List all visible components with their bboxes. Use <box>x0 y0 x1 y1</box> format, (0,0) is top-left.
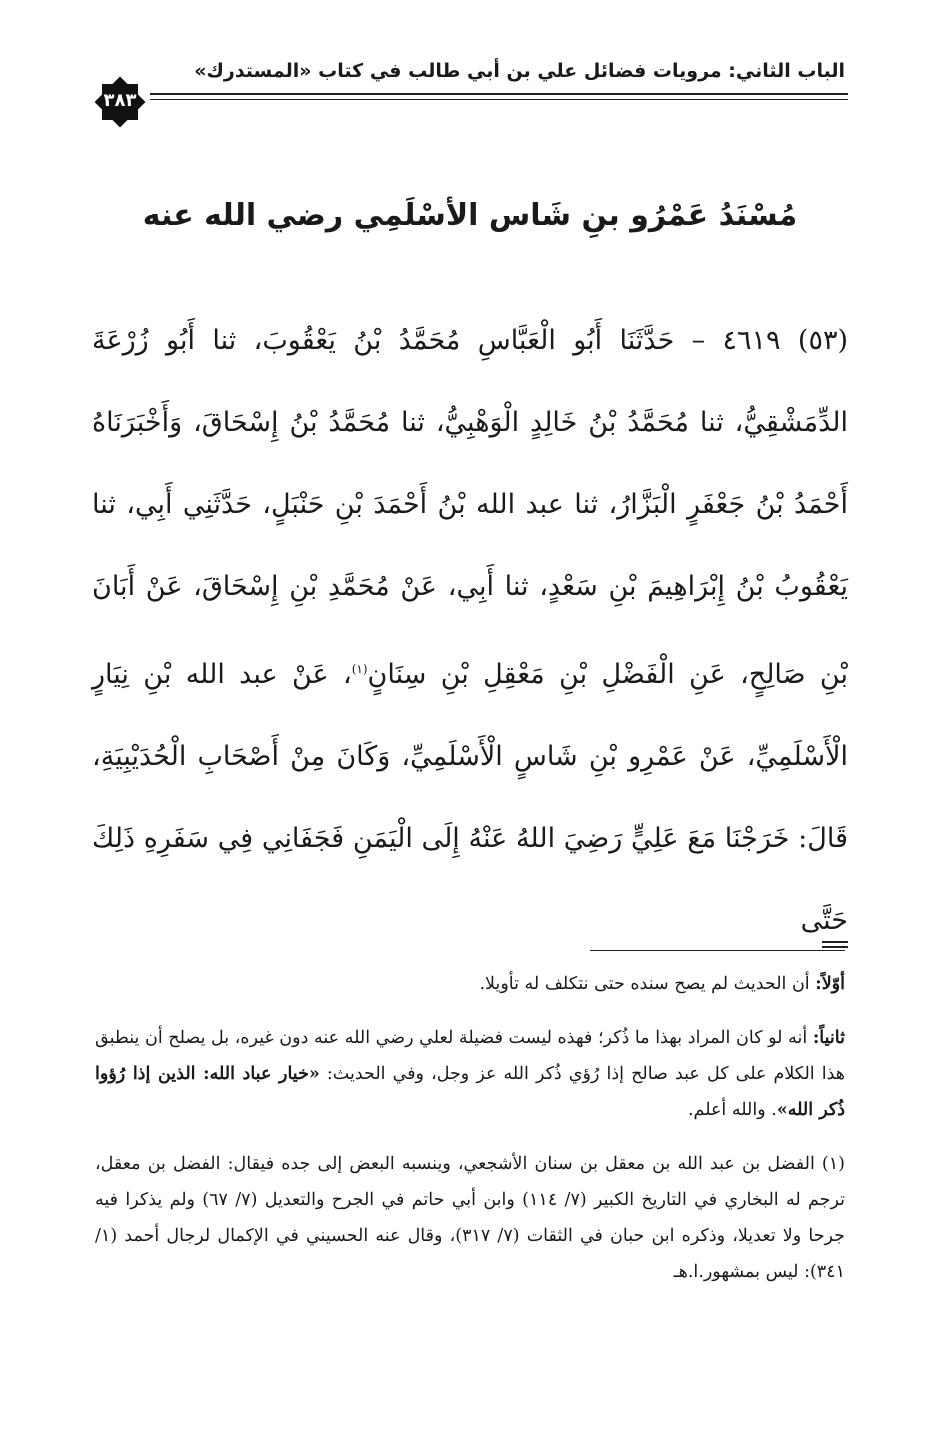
footnote-reference: (١) <box>351 662 368 676</box>
footnotes <box>95 966 845 1308</box>
footnote-text-first: أن الحديث لم يصح سنده حتى نتكلف له تأويلا. <box>479 974 816 994</box>
hadith-text-part-1: (٥٣) ٤٦١٩ – حَدَّثَنَا أَبُو الْعَبَّاسِ مُحَمَّدُ بْنُ يَعْقُوبَ، ثنا أَبُو زُرْعَةَ الدِّمَشْقِيُّ، ثنا مُحَمَّدُ بْنُ خَالِدٍ الْوَهْبِيُّ، ثنا مُحَمَّدُ بْنُ إِسْحَاقَ، وَأَخْبَرَنَاهُ أَحْمَدُ بْنُ جَعْفَرٍ الْبَزَّارُ، ثنا عبد الله بْنُ أَحْمَدَ بْنِ حَنْبَلٍ، حَدَّثَنِي أَبِي، ثنا يَعْقُوبُ بْنُ إِبْرَاهِيمَ بْنِ سَعْدٍ، ثنا أَبِي، عَنْ مُحَمَّدِ بْنِ إِسْحَاقَ، عَنْ أَبَانَ بْنِ صَالِحٍ، عَنِ الْفَضْلِ بْنِ مَعْقِلِ بْنِ سِنَانٍ <box>92 325 849 690</box>
footnote-1: (١) الفضل بن عبد الله بن معقل بن سنان الأشجعي، وينسبه البعض إلى جده فيقال: الفضل بن معقل، ترجم له البخاري في التاريخ الكبير (٧/ ١١٤) وابن أبي حاتم في الجرح والتعديل (٧/ ٦٧) ولم يذكرا فيه جرحا ولا تعديلا، وذكره ابن حبان في الثقات (٧/ ٣١٧)، وقال عنه الحسيني في الإكمال لرجال أحمد (١/ ٣٤١): ليس بمشهور.ا.هـ <box>95 1154 846 1282</box>
hadith-text-part-2: ، عَنْ عبد الله بْنِ نِيَارٍ الْأَسْلَمِيِّ، عَنْ عَمْرِو بْنِ شَاسٍ الْأَسْلَمِيِّ، وَكَانَ مِنْ أَصْحَابِ الْحُدَيْبِيَةِ، قَالَ: خَرَجْنَا مَعَ عَلِيٍّ رَضِيَ اللهُ عَنْهُ إِلَى الْيَمَنِ فَجَفَانِي فِي سَفَرِهِ ذَلِكَ حَتَّى <box>92 659 848 936</box>
footnote-lead-second: ثانياً: <box>812 1028 845 1048</box>
footnote-hadith-quote: «خيار عباد الله: الذين إذا رُؤوا ذُكر الله» <box>95 1064 845 1120</box>
page-number-badge <box>90 72 150 132</box>
header-rule <box>150 93 848 100</box>
footnote-continued-second <box>95 1020 845 1128</box>
footnote-lead-first: أوّلاً: <box>815 974 845 994</box>
footnote-separator <box>590 950 845 951</box>
footnote-continued-first <box>95 966 845 1002</box>
footnote-text-second: أنه لو كان المراد بهذا ما ذُكر؛ فهذه ليست فضيلة لعلي رضي الله عنه دون غيره، بل يصلح أن ينطبق هذا الكلام على كل عبد صالح إذا رُؤي ذُكر الله عز وجل، وفي الحديث: <box>95 1028 845 1084</box>
running-header: الباب الثاني: مرويات فضائل علي بن أبي طالب في كتاب «المستدرك» <box>194 60 845 82</box>
section-title: مُسْنَدُ عَمْرُو بنِ شَاس الأسْلَمِي رضي الله عنه <box>142 198 798 233</box>
page-number: ٣٨٣ <box>103 90 137 111</box>
footnote-tail-second: . والله أعلم. <box>687 1100 777 1120</box>
hadith-text <box>92 300 848 962</box>
